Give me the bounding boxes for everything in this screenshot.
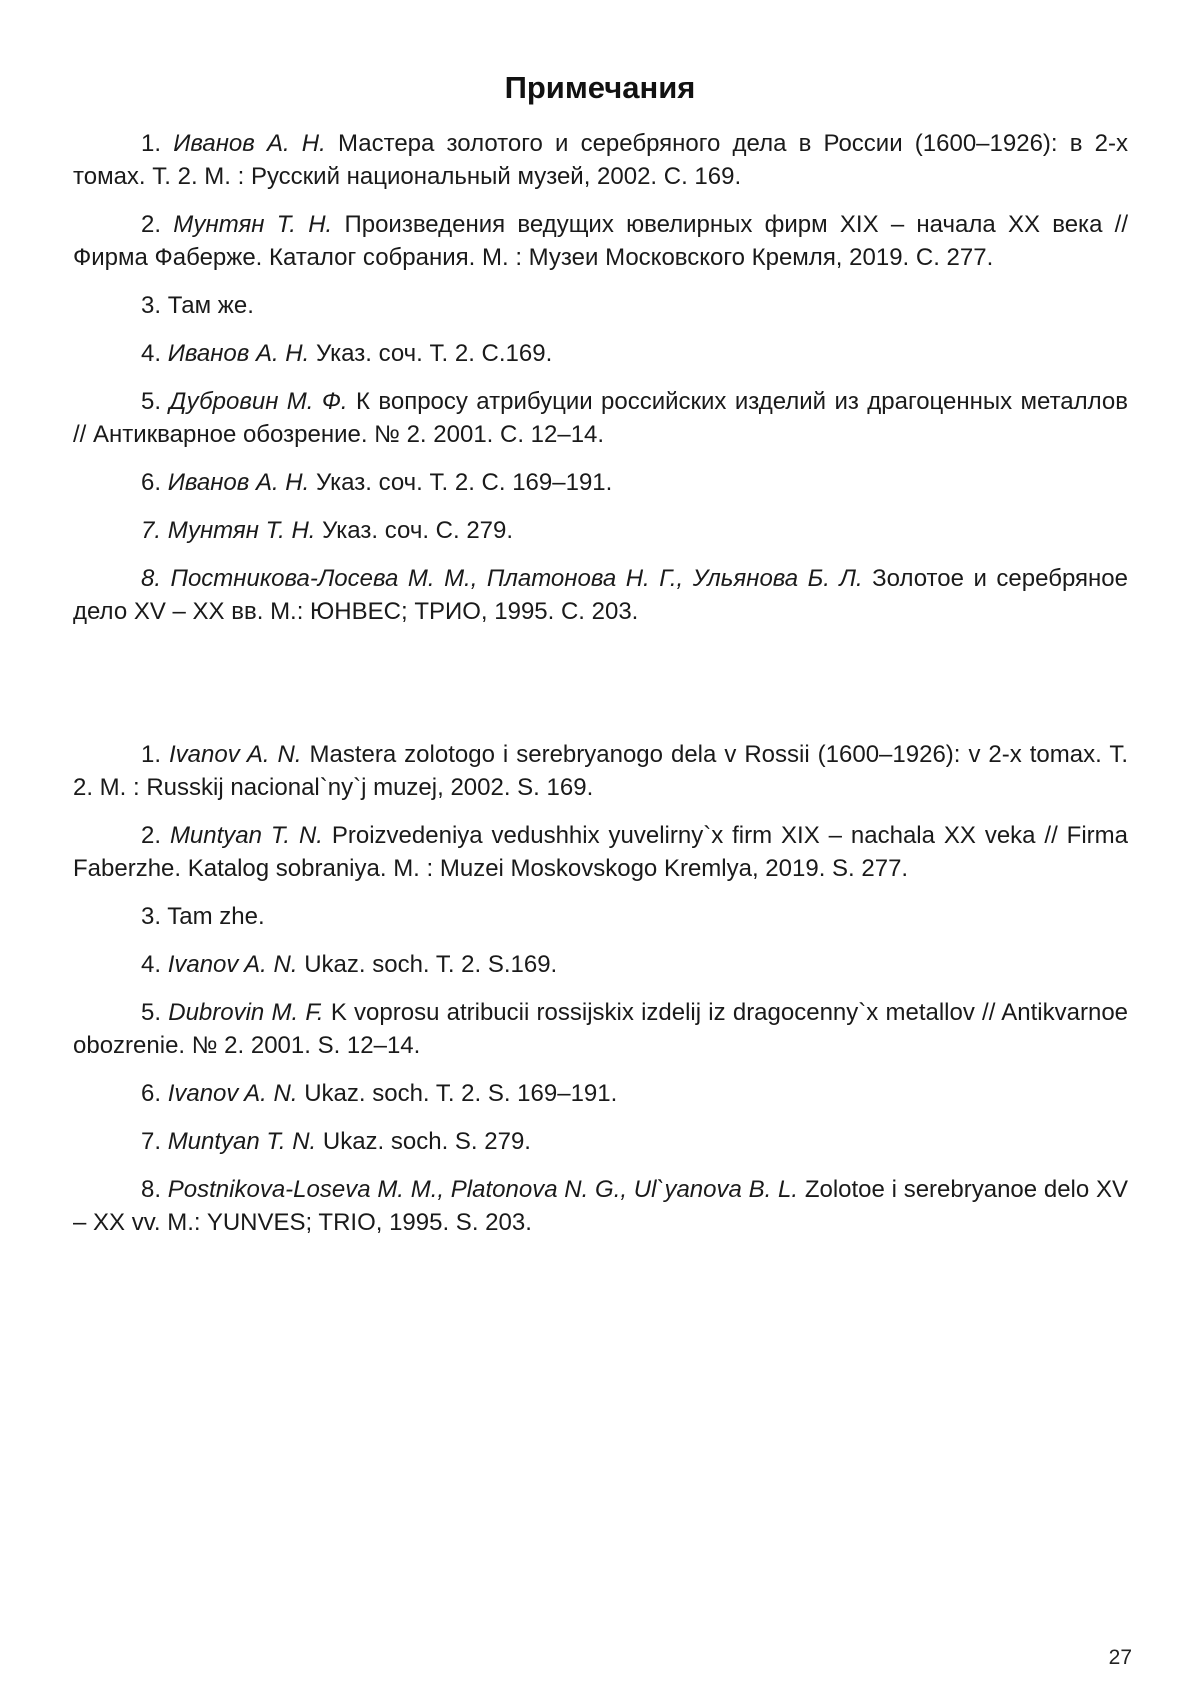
note-number: 3. xyxy=(141,292,162,319)
note-item xyxy=(73,385,1128,451)
note-author: Иванов А. Н. xyxy=(173,130,326,157)
notes-russian xyxy=(73,127,1128,643)
note-author: Мунтян Т. Н. xyxy=(173,211,333,238)
note-item xyxy=(73,1125,1128,1158)
note-text: Мастера золотого и серебряного дела в России (1600–1926): в 2-х томах. Т. 2. М. : Русский национальный музей, 2002. С. 169. xyxy=(73,130,1129,190)
note-item xyxy=(73,208,1128,274)
note-number: 6. xyxy=(141,469,162,496)
note-number: 7. xyxy=(141,1128,162,1155)
note-number: 8. xyxy=(141,565,162,592)
note-text: К вопросу атрибуции российских изделий из драгоценных металлов // Антикварное обозрение. № 2. 2001. С. 12–14. xyxy=(73,388,1129,448)
note-author: Postnikova-Loseva M. M., Platonova N. G., Ul`yanova B. L. xyxy=(167,1176,799,1203)
note-author: Иванов А. Н. xyxy=(167,340,310,367)
note-number: 3. xyxy=(141,903,162,930)
note-number: 8. xyxy=(141,1176,162,1203)
note-author: Dubrovin M. F. xyxy=(168,999,324,1026)
note-item xyxy=(73,900,1128,933)
note-text: Там же. xyxy=(167,292,254,319)
note-text: Ukaz. soch. T. 2. S. 169–191. xyxy=(304,1080,618,1107)
note-item xyxy=(73,819,1128,885)
note-author: Иванов А. Н. xyxy=(167,469,310,496)
note-item xyxy=(73,289,1128,322)
note-number: 7. xyxy=(141,517,162,544)
note-number: 2. xyxy=(141,211,162,238)
note-number: 5. xyxy=(141,388,162,415)
note-text: Tam zhe. xyxy=(167,903,265,930)
note-text: Ukaz. soch. S. 279. xyxy=(322,1128,531,1155)
note-author: Дубровин М. Ф. xyxy=(169,388,348,415)
page-title: Примечания xyxy=(504,70,696,105)
note-number: 5. xyxy=(141,999,162,1026)
note-text: Proizvedeniya vedushhix yuvelirny`x firm XIX – nachala XX veka // Firma Faberzhe. Katalog sobraniya. M. : Muzei Moskovskogo Kremlya, 2019. S. 277. xyxy=(73,822,1129,882)
note-author: Мунтян Т. Н. xyxy=(167,517,316,544)
note-item xyxy=(73,514,1128,547)
note-number: 1. xyxy=(141,130,162,157)
note-item xyxy=(73,1173,1128,1239)
note-item xyxy=(73,738,1128,804)
note-author: Постникова-Лосева М. М., Платонова Н. Г., Ульянова Б. Л. xyxy=(170,565,863,592)
note-text: Ukaz. soch. T. 2. S.169. xyxy=(304,951,558,978)
note-number: 4. xyxy=(141,951,162,978)
note-author: Muntyan T. N. xyxy=(169,822,323,849)
note-text: Указ. соч. Т. 2. С. 169–191. xyxy=(315,469,613,496)
note-author: Ivanov A. N. xyxy=(167,951,298,978)
note-item xyxy=(73,996,1128,1062)
note-text: Mastera zolotogo i serebryanogo dela v Rossii (1600–1926): v 2-x tomax. T. 2. M. : Russkij nacional`ny`j muzej, 2002. S. 169. xyxy=(73,741,1129,801)
note-author: Muntyan T. N. xyxy=(167,1128,317,1155)
note-item xyxy=(73,1077,1128,1110)
notes-transliterated xyxy=(73,738,1128,1254)
note-text: Произведения ведущих ювелирных фирм XIX – начала XX века // Фирма Фаберже. Каталог собрания. М. : Музеи Московского Кремля, 2019. С. 277. xyxy=(73,211,1129,271)
note-item xyxy=(73,127,1128,193)
note-text: Указ. соч. Т. 2. С.169. xyxy=(315,340,553,367)
note-number: 1. xyxy=(141,741,162,768)
note-text: Указ. соч. С. 279. xyxy=(322,517,514,544)
note-number: 4. xyxy=(141,340,162,367)
note-item xyxy=(73,466,1128,499)
note-number: 6. xyxy=(141,1080,162,1107)
note-text: K voprosu atribucii rossijskix izdelij iz dragocenny`x metallov // Antikvarnoe obozrenie. № 2. 2001. S. 12–14. xyxy=(73,999,1129,1059)
note-number: 2. xyxy=(141,822,162,849)
note-item xyxy=(73,562,1128,628)
note-author: Ivanov A. N. xyxy=(169,741,302,768)
note-author: Ivanov A. N. xyxy=(167,1080,298,1107)
note-item xyxy=(73,337,1128,370)
note-text: Золотое и серебряное дело XV – XX вв. М.: ЮНВЕС; ТРИО, 1995. С. 203. xyxy=(73,565,1128,625)
page-number: 27 xyxy=(1108,1646,1132,1669)
note-text: Zolotoe i serebryanoe delo XV – XX vv. M.: YUNVES; TRIO, 1995. S. 203. xyxy=(73,1176,1129,1236)
note-item xyxy=(73,948,1128,981)
